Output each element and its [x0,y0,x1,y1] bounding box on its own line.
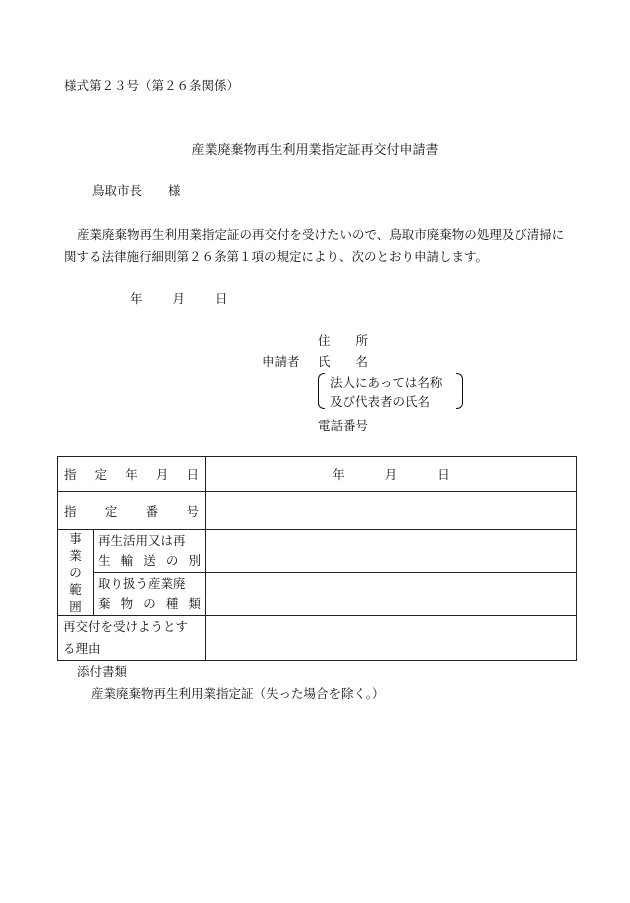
reissue-reason-field[interactable] [206,616,577,661]
form-number: 様式第２３号（第２６条関係） [64,78,240,93]
date-month-label: 月 [172,291,186,306]
application-statement: 産業廃棄物再生利用業指定証の再交付を受けたいので、鳥取市廃棄物の処理及び清掃に関する法律施行細則第２６条第１項の規定により、次のとおり申請します。 [64,227,565,264]
document-title: 産業廃棄物再生利用業指定証再交付申請書 [191,143,439,158]
recycle-type-field[interactable] [206,530,577,573]
designated-date-field[interactable]: 年 月 日 [206,457,577,492]
table-row [58,492,577,530]
application-table [57,456,577,661]
reissue-reason-label: 再交付を受けようとす る理由 [58,616,206,661]
corporate-note [318,373,463,409]
table-row [58,530,577,573]
applicant-label: 申請者 [262,354,300,369]
left-bracket [318,373,325,409]
waste-kind-field[interactable] [206,573,577,616]
right-bracket [456,373,463,409]
addressee [92,181,181,199]
designated-number-field[interactable] [206,492,577,530]
table-row [58,616,577,661]
applicant-address-label: 住 所 [318,333,369,348]
application-date [130,289,254,307]
waste-kind-label: 取り扱う産業廃 棄 物 の 種 類 [94,573,206,616]
addressee-name: 鳥取市長 [92,183,143,198]
applicant-phone-label: 電話番号 [318,418,369,433]
corporate-note-line1: 法人にあっては名称 [330,375,443,390]
designated-number-label: 指 定 番 号 [58,492,206,530]
corporate-note-line2: 及び代表者の氏名 [330,394,431,409]
table-row [58,573,577,616]
table-row [58,457,577,492]
addressee-honorific: 様 [168,183,181,198]
business-scope-label: 事 業 の 範 囲 [58,530,94,616]
attachments-title: 添付書類 [77,664,128,679]
recycle-type-label: 再生活用又は再 生 輸 送 の 別 [94,530,206,573]
attachments-item: 産業廃棄物再生利用業指定証（失った場合を除く。） [91,686,385,701]
designated-date-label: 指 定 年 月 日 [58,457,206,492]
date-year-label: 年 [130,291,143,306]
date-day-label: 日 [215,291,228,306]
applicant-name-label: 氏 名 [318,354,369,369]
